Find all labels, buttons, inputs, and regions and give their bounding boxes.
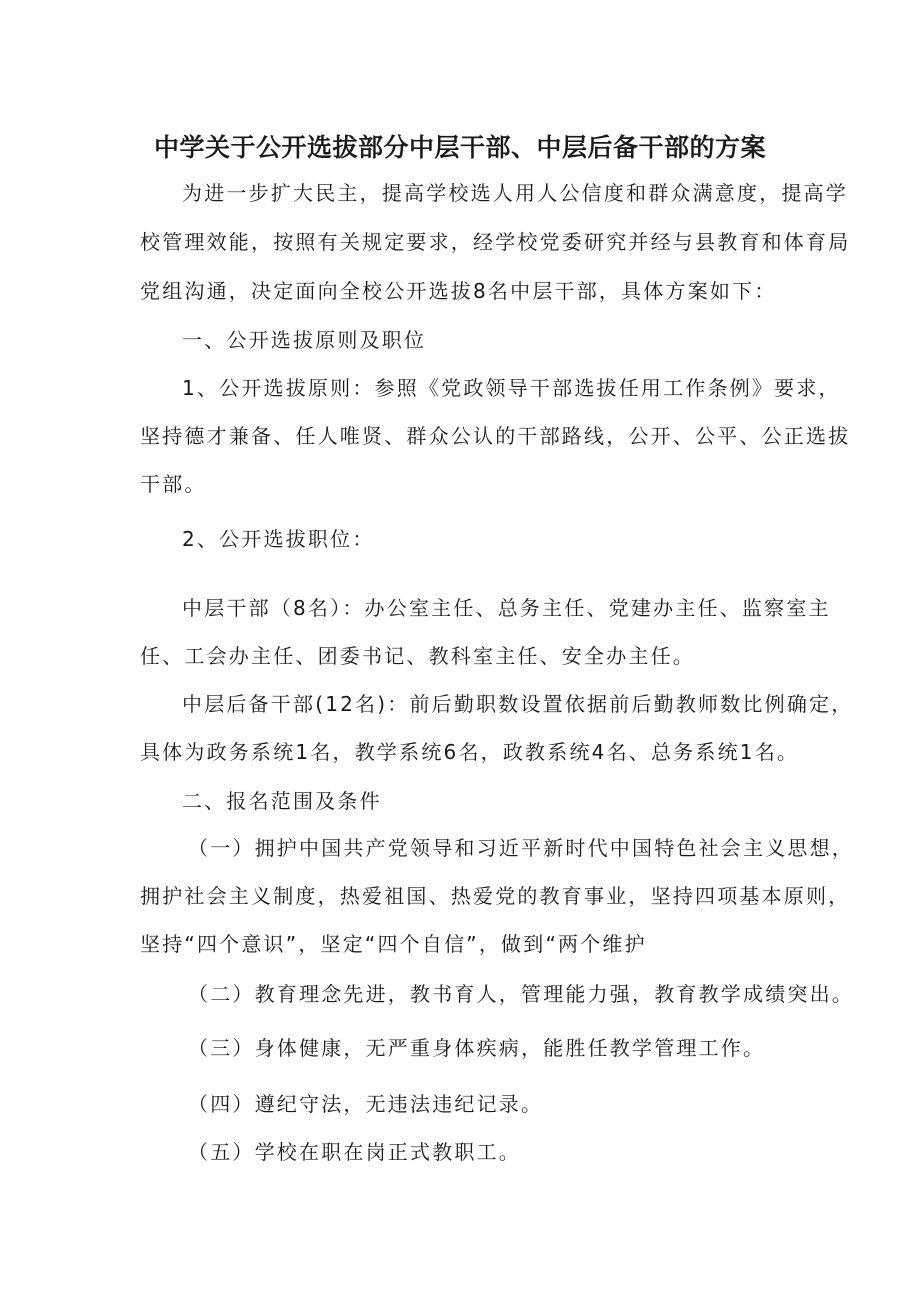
reserve-cadres-line-2: 具体为政务系统1名，教学系统6名，政教系统4名、总务系统1名。 xyxy=(140,740,800,764)
section-1-heading: 一、公开选拔原则及职位 xyxy=(182,328,427,352)
document-title: 中学关于公开选拔部分中层干部、中层后备干部的方案 xyxy=(153,133,766,162)
section-2-heading: 二、报名范围及条件 xyxy=(182,789,382,813)
principle-line-3: 干部。 xyxy=(140,472,207,496)
condition-1-line-3: 坚持“四个意识”，坚定“四个自信”，做到“两个维护 xyxy=(140,932,647,956)
middle-cadres-line-2: 任、工会办主任、团委书记、教科室主任、安全办主任。 xyxy=(140,644,695,668)
principle-line-2: 坚持德才兼备、任人唯贤、群众公认的干部路线，公开、公平、公正选拔 xyxy=(140,424,851,448)
positions-heading: 2、公开选拔职位： xyxy=(182,527,375,551)
reserve-cadres-line-1: 中层后备干部(12名)：前后勤职数设置依据前后勤教师数比例确定， xyxy=(182,692,854,716)
condition-2: （二）教育理念先进，教书育人，管理能力强，教育教学成绩突出。 xyxy=(188,982,854,1006)
condition-5: （五）学校在职在岗正式教职工。 xyxy=(188,1140,521,1164)
condition-1-line-2: 拥护社会主义制度，热爱祖国、热爱党的教育事业，坚持四项基本原则， xyxy=(140,884,851,908)
intro-line-2: 校管理效能，按照有关规定要求，经学校党委研究并经与县教育和体育局 xyxy=(140,230,851,254)
intro-line-1: 为进一步扩大民主，提高学校选人用人公信度和群众满意度，提高学 xyxy=(182,181,848,205)
condition-3: （三）身体健康，无严重身体疾病，能胜任教学管理工作。 xyxy=(188,1036,766,1060)
intro-line-3: 党组沟通，决定面向全校公开选拔8名中层干部，具体方案如下： xyxy=(140,279,777,303)
condition-4: （四）遵纪守法，无违法违纪记录。 xyxy=(188,1092,544,1116)
condition-1-line-1: （一）拥护中国共产党领导和习近平新时代中国特色社会主义思想， xyxy=(188,836,854,860)
principle-line-1: 1、公开选拔原则：参照《党政领导干部选拔任用工作条例》要求， xyxy=(182,376,841,400)
middle-cadres-line-1: 中层干部（8名）：办公室主任、总务主任、党建办主任、监察室主 xyxy=(182,596,831,620)
